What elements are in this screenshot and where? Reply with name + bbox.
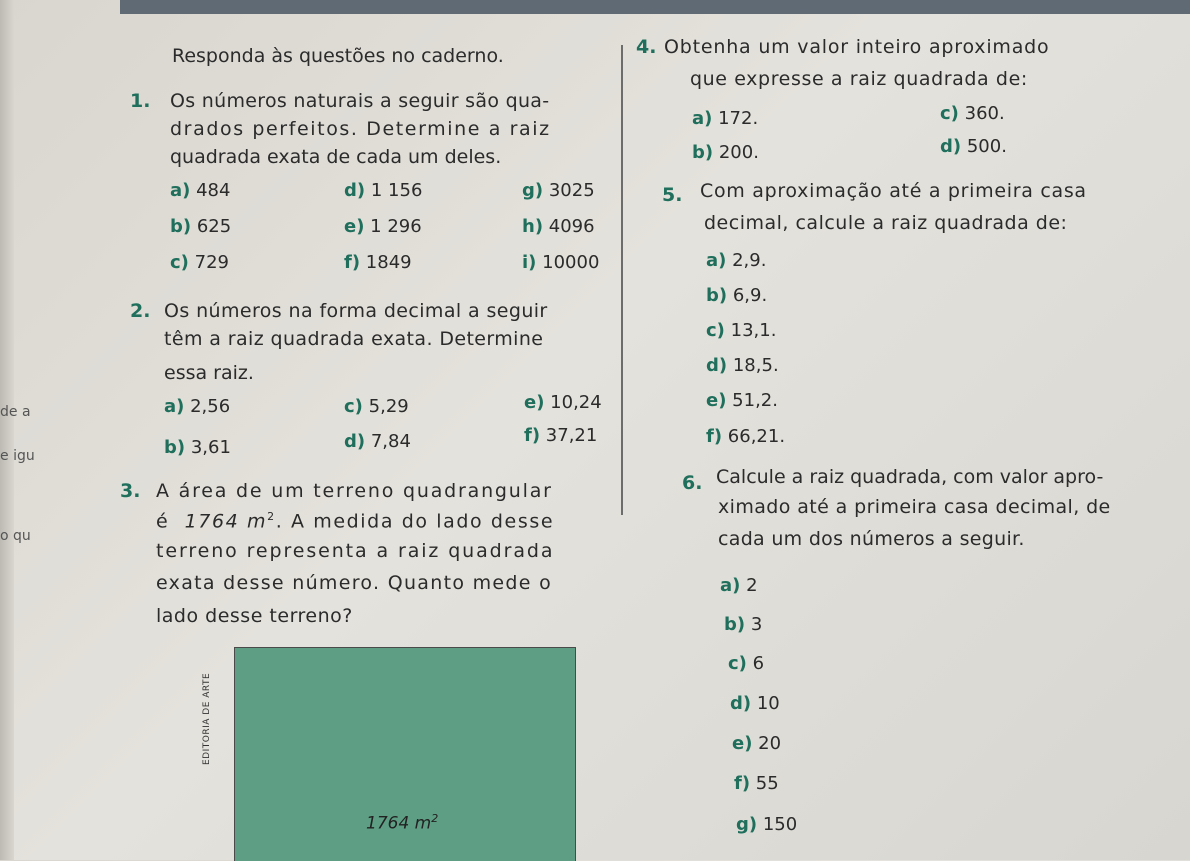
exercise-item: d) 18,5. <box>706 355 779 376</box>
question-text: decimal, calcule a raiz quadrada de: <box>704 212 1068 234</box>
question-text: Obtenha um valor inteiro aproximado <box>664 36 1050 58</box>
exercise-item: h) 4096 <box>522 216 595 237</box>
exercise-item: c) 6 <box>728 653 765 674</box>
exercise-item: f) 37,21 <box>524 425 598 446</box>
exercise-item: c) 729 <box>170 252 229 273</box>
image-credit: EDITORIA DE ARTE <box>202 672 212 765</box>
question-text: Calcule a raiz quadrada, com valor apro- <box>716 466 1104 488</box>
question-text: terreno representa a raiz quadrada <box>156 540 555 562</box>
area-unit: m <box>246 510 268 533</box>
exercise-item: a) 2 <box>720 575 758 596</box>
question-text: exata desse número. Quanto mede o <box>156 572 553 594</box>
exercise-item: a) 2,56 <box>164 396 231 417</box>
question-text: quadrada exata de cada um deles. <box>170 146 502 168</box>
exercise-item: e) 10,24 <box>524 392 602 413</box>
exercise-item: b) 3,61 <box>164 437 231 458</box>
exercise-item: e) 1 296 <box>344 216 422 237</box>
exercise-item: c) 13,1. <box>706 320 777 341</box>
question-text: ximado até a primeira casa decimal, de <box>718 496 1111 518</box>
question-text: cada um dos números a seguir. <box>718 528 1025 550</box>
exercise-item: e) 51,2. <box>706 390 778 411</box>
exercise-item: b) 625 <box>170 216 232 237</box>
exercise-item: d) 1 156 <box>344 180 423 201</box>
exercise-item: d) 500. <box>940 136 1007 157</box>
page-top-edge <box>120 0 1190 14</box>
question-text: Os números na forma decimal a seguir <box>164 300 548 322</box>
question-text: lado desse terreno? <box>156 605 353 627</box>
question-number: 3. <box>120 480 141 502</box>
exercise-item: d) 7,84 <box>344 431 411 452</box>
exercise-item: f) 66,21. <box>706 426 786 447</box>
question-number: 1. <box>130 90 151 112</box>
instruction-text: Responda às questões no caderno. <box>172 45 504 67</box>
question-text: essa raiz. <box>164 362 254 384</box>
exercise-item: d) 10 <box>730 693 780 714</box>
column-divider <box>621 45 623 515</box>
question-text: Com aproximação até a primeira casa <box>700 180 1087 202</box>
question-text: que expresse a raiz quadrada de: <box>690 68 1028 90</box>
question-text: têm a raiz quadrada exata. Determine <box>164 328 544 350</box>
margin-fragment: o qu <box>0 528 31 544</box>
exercise-item: a) 172. <box>692 108 759 129</box>
question-text: Os números naturais a seguir são qua- <box>170 90 550 112</box>
exercise-item: b) 200. <box>692 142 759 163</box>
margin-fragment: e igu <box>0 448 35 464</box>
exercise-item: b) 3 <box>724 614 763 635</box>
exercise-item: a) 2,9. <box>706 250 767 271</box>
exercise-item: f) 55 <box>734 773 779 794</box>
question-text: drados perfeitos. Determine a raiz <box>170 118 551 140</box>
area-exponent: 2 <box>267 510 276 523</box>
question-number: 4. <box>636 36 657 58</box>
exercise-item: c) 360. <box>940 103 1005 124</box>
exercise-item: b) 6,9. <box>706 285 768 306</box>
question-text: A área de um terreno quadrangular <box>156 480 553 502</box>
exercise-item: c) 5,29 <box>344 396 409 417</box>
question-number: 2. <box>130 300 151 322</box>
page-fold-shadow <box>0 0 14 860</box>
question-text: é 1764 $m^2$. A medida do lado desse <box>156 510 555 533</box>
area-value: 1764 <box>184 510 240 533</box>
question-number: 6. <box>682 472 703 494</box>
exercise-item: i) 10000 <box>522 252 600 273</box>
margin-fragment: de a <box>0 404 31 420</box>
exercise-item: e) 20 <box>732 733 782 754</box>
exercise-item: g) 150 <box>736 814 798 835</box>
question-number: 5. <box>662 184 683 206</box>
exercise-item: a) 484 <box>170 180 231 201</box>
exercise-item: f) 1849 <box>344 252 412 273</box>
exercise-item: g) 3025 <box>522 180 595 201</box>
figure-area-label: 1764 $m^2$ <box>366 812 439 834</box>
